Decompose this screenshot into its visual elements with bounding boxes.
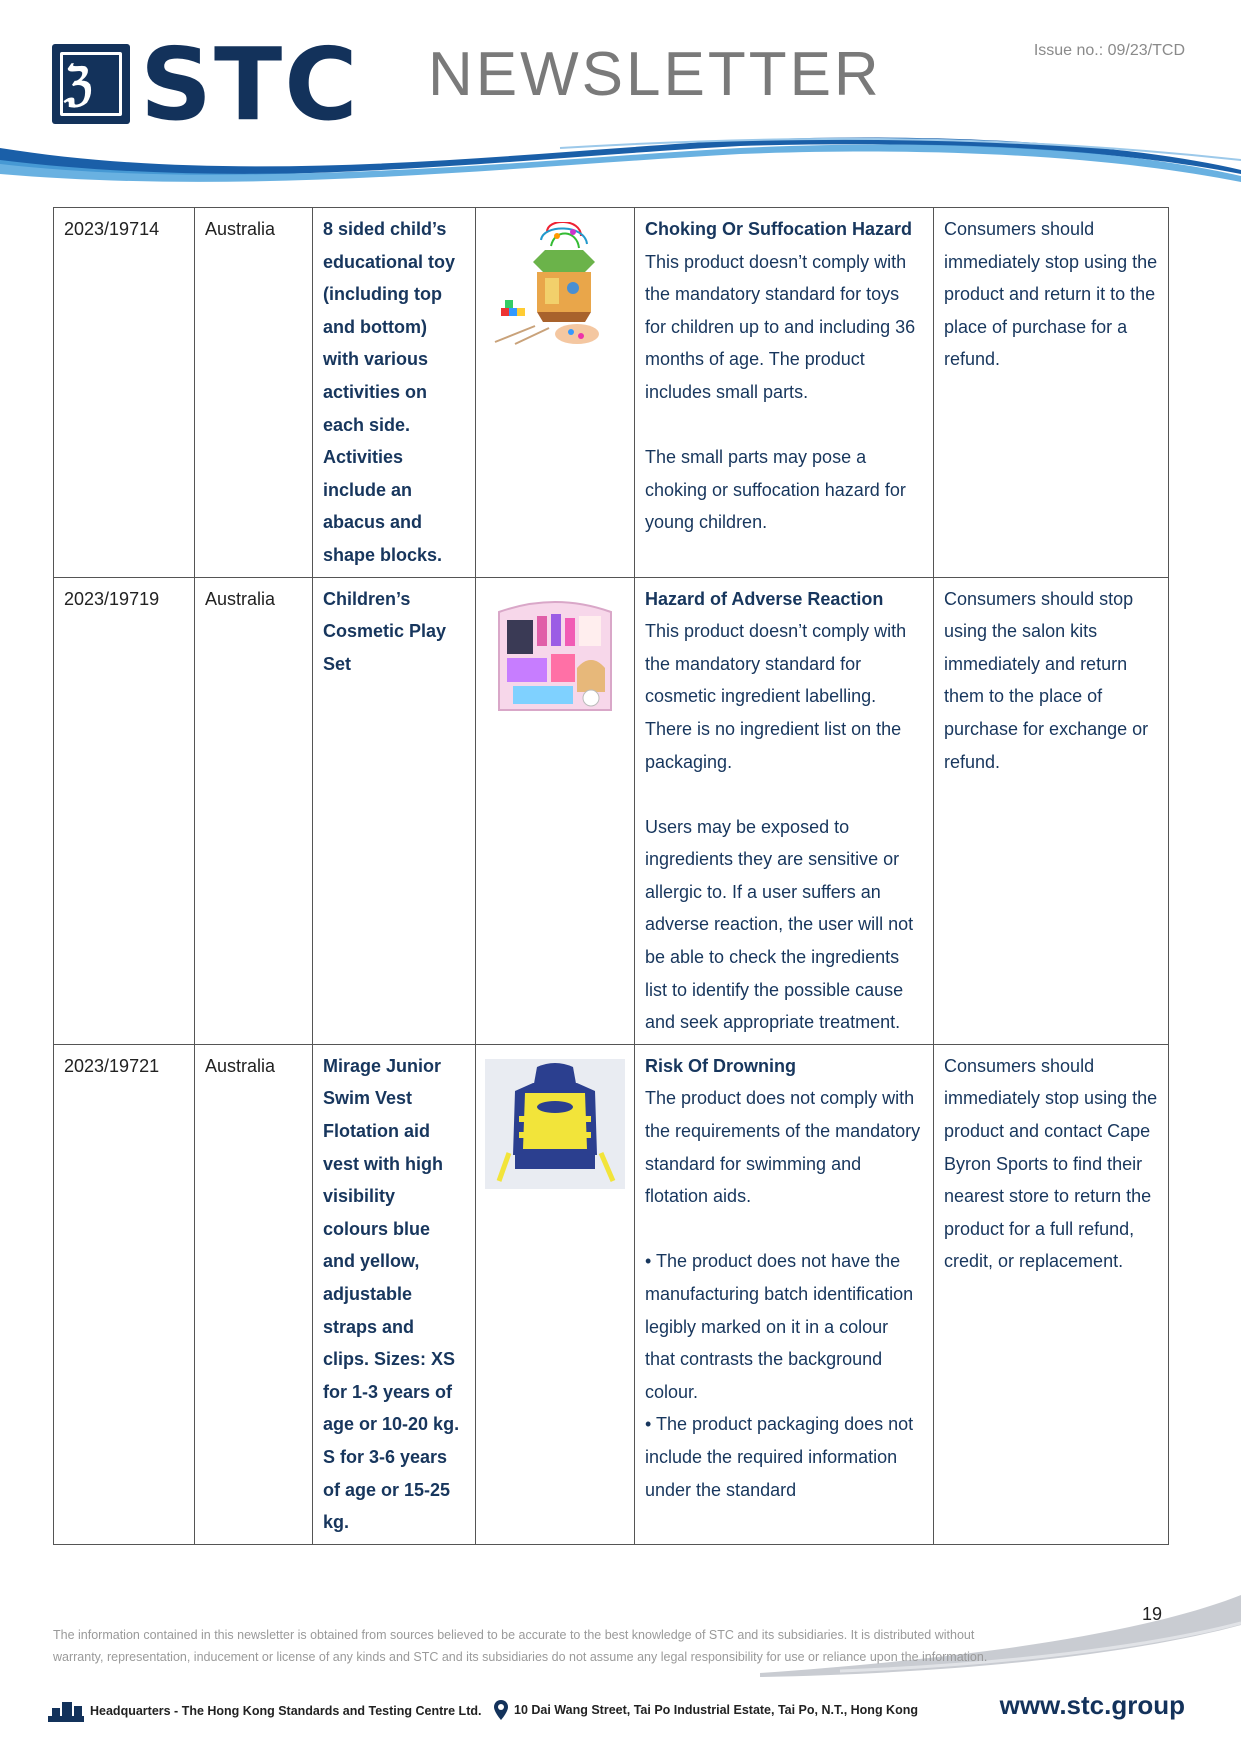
building-icon [48, 1700, 84, 1722]
country: Australia [195, 208, 313, 578]
recall-table [53, 207, 1169, 1545]
address-text: 10 Dai Wang Street, Tai Po Industrial Estate, Tai Po, N.T., Hong Kong [514, 1703, 918, 1717]
product-name: Children’s Cosmetic Play Set [313, 577, 476, 1044]
hazard-cell [635, 208, 934, 578]
disclaimer: The information contained in this newsletter is obtained from sources believed to be accurate to the best knowledge of STC and its subsidiaries. It is distributed without warranty, representation, inducement or license of any kinds and STC and its subsidiaries do not assume any legal responsibility for use or reliance upon the information. [53, 1628, 988, 1664]
hazard-title: Hazard of Adverse Reaction [645, 588, 884, 609]
hazard-title: Choking Or Suffocation Hazard [645, 219, 913, 239]
product-name: 8 sided child’s educational toy (including top and bottom) with various activities on each side. Activities include an abacus and shape blocks. [313, 208, 476, 578]
table-row [54, 208, 1169, 578]
hazard-bullet: • The product packaging does not include the required information under the standard [645, 1414, 914, 1500]
wooden-activity-cube-toy-image [485, 222, 625, 352]
country: Australia [195, 577, 313, 1044]
product-name: Mirage Junior Swim Vest Flotation aid vest with high visibility colours blue and yellow, adjustable straps and clips. Sizes: XS for 1-3 years of age or 10-20 kg. S for 3-6 years of age or 15-25 kg. [313, 1044, 476, 1544]
table-row [54, 577, 1169, 1044]
logo-text: STC [140, 26, 360, 143]
hazard-bullet: • The product does not have the manufacturing batch identification legibly marked on it in a colour that contrasts the background colour. [645, 1251, 914, 1402]
reference-number: 2023/19721 [54, 1044, 195, 1544]
remedy-action: Consumers should immediately stop using the product and return it to the place of purchase for a refund. [934, 208, 1169, 578]
swim-vest-image [485, 1059, 625, 1189]
hazard-description: This product doesn’t comply with the mandatory standard for cosmetic ingredient labelling. There is no ingredient list on the packaging. [645, 621, 907, 772]
reference-number: 2023/19714 [54, 208, 195, 578]
hazard-cell [635, 1044, 934, 1544]
product-image-cell [476, 577, 635, 1044]
product-image-cell [476, 208, 635, 578]
newsletter-title: NEWSLETTER [428, 40, 882, 109]
website-link[interactable]: www.stc.group [999, 1690, 1185, 1720]
stc-logo-icon: ℨ [52, 44, 130, 124]
issue-number: Issue no.: 09/23/TCD [1033, 42, 1185, 59]
page-number: 19 [1142, 1604, 1163, 1624]
product-image-cell [476, 1044, 635, 1544]
hazard-description: The small parts may pose a choking or suffocation hazard for young children. [645, 447, 906, 533]
country: Australia [195, 1044, 313, 1544]
address-line [494, 1700, 918, 1720]
cosmetic-play-set-image [485, 592, 625, 722]
location-pin-icon [494, 1700, 508, 1720]
remedy-action: Consumers should stop using the salon kits immediately and return them to the place of purchase for exchange or refund. [934, 577, 1169, 1044]
reference-number: 2023/19719 [54, 577, 195, 1044]
hazard-description: This product doesn’t comply with the mandatory standard for toys for children up to and including 36 months of age. The product includes small parts. [645, 251, 916, 402]
headquarters-text: Headquarters - The Hong Kong Standards and Testing Centre Ltd. [90, 1704, 482, 1718]
hazard-description: Users may be exposed to ingredients they are sensitive or allergic to. If a user suffers an adverse reaction, the user will not be able to check the ingredients list to identify the possible cause and seek appropriate treatment. [645, 816, 914, 1033]
hazard-title: Risk Of Drowning [645, 1055, 797, 1076]
hazard-description: The product does not comply with the requirements of the mandatory standard for swimming and flotation aids. [645, 1088, 921, 1207]
table-row [54, 1044, 1169, 1544]
remedy-action: Consumers should immediately stop using the product and contact Cape Byron Sports to find their nearest store to return the product for a full refund, credit, or replacement. [934, 1044, 1169, 1544]
headquarters-line [48, 1700, 481, 1722]
header-swoosh [0, 130, 1241, 190]
hazard-cell [635, 577, 934, 1044]
